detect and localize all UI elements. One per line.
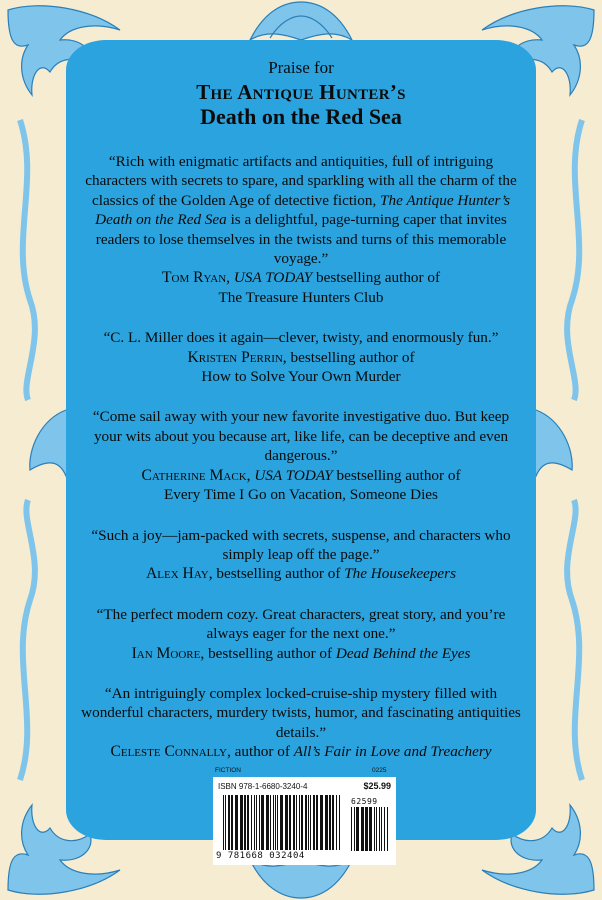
quote-item — [80, 526, 522, 584]
barcode-bar — [254, 795, 255, 850]
barcode-bar — [369, 807, 372, 851]
quote-text: “The perfect modern cozy. Great characters, great story, and you’re always eager for the next one.” — [96, 605, 506, 643]
quotes-list — [80, 152, 522, 762]
barcode-bar — [374, 807, 375, 851]
barcode-bar — [280, 795, 283, 850]
barcode-bar — [379, 807, 380, 851]
barcode-bar — [336, 795, 337, 850]
ean-digits: 9 781668 032404 — [216, 851, 305, 861]
quote-attribution: Tom Ryan, USA TODAY bestselling author of — [161, 269, 441, 287]
barcode-bar — [275, 795, 276, 850]
quote-text: “Such a joy—jam-packed with secrets, suspense, and characters who simply leap off the page.” — [91, 526, 511, 563]
quote-text: “Come sail away with your new favorite investigative duo. But keep your wits about you because art, like life, can be deceptive and even dangerous.” — [92, 408, 510, 465]
quote-item — [80, 684, 522, 762]
barcode-bar — [332, 795, 334, 850]
barcode-bar — [361, 807, 364, 851]
barcode-bar — [266, 795, 269, 850]
isbn-text: ISBN 978-1-6680-3240-4 — [218, 782, 308, 791]
praise-for-label: Praise for — [268, 58, 334, 77]
quote-item — [80, 605, 522, 663]
barcode-bar — [240, 795, 243, 850]
barcode-bar — [289, 795, 291, 850]
barcode-bar — [273, 795, 274, 850]
quote-text: “C. L. Miller does it again—clever, twisty, and enormously fun.” — [103, 329, 499, 347]
barcode-bar — [320, 795, 323, 850]
barcode-bar — [308, 795, 309, 850]
barcode-box — [213, 777, 396, 865]
barcode-bar — [356, 807, 359, 851]
barcode-bar — [296, 795, 297, 850]
barcode-bar — [235, 795, 238, 850]
barcode-bar — [270, 795, 271, 850]
quote-work: The Treasure Hunters Club — [218, 288, 384, 306]
barcode-bar — [223, 795, 224, 850]
top-shell-ornament — [250, 2, 352, 40]
barcode-bar — [285, 795, 288, 850]
barcode-bar — [351, 807, 352, 851]
barcode-bar — [293, 795, 295, 850]
barcode-bar — [301, 795, 303, 850]
quote-attribution: Kristen Perrin, bestselling author of — [187, 348, 415, 366]
barcode-bar — [339, 795, 340, 850]
barcode-bar — [231, 795, 233, 850]
quote-item — [80, 328, 522, 386]
barcode-bar — [376, 807, 377, 851]
quote-text: “Rich with enigmatic artifacts and antiquities, full of intriguing characters with secrets to spare, and sparkling with all the charm of the classics of the Golden Age of detective fiction, The Antique Hunter’s Death on the Red Sea is a delightful, page-turning caper that invites readers to lose themselves in the twists and turns of this memorable voyage.” — [85, 153, 517, 268]
barcode-bar — [316, 795, 318, 850]
quote-item — [80, 407, 522, 504]
barcode-bar — [310, 795, 311, 850]
price-code-label: 0225 — [372, 767, 387, 774]
quote-work: Every Time I Go on Vacation, Someone Dies — [164, 486, 438, 504]
barcode-bar — [299, 795, 300, 850]
quote-attribution: Ian Moore, bestselling author of Dead Behind the Eyes — [131, 644, 471, 662]
quote-text: “An intriguingly complex locked-cruise-ship mystery filled with wonderful characters, murdery twists, humor, and fascinating antiquities details.” — [81, 684, 521, 741]
barcode-bar — [244, 795, 246, 850]
quote-item — [80, 152, 522, 307]
bottom-shell-ornament — [250, 860, 352, 898]
quote-work: How to Solve Your Own Murder — [201, 368, 401, 386]
price-text: $25.99 — [363, 781, 391, 791]
barcode-bar — [251, 795, 252, 850]
quote-attribution: Catherine Mack, USA TODAY bestselling author of — [141, 466, 461, 484]
book-title-line-2: Death on the Red Sea — [200, 104, 402, 129]
barcode-bar — [305, 795, 307, 850]
barcode-bar — [365, 807, 368, 851]
praise-content — [80, 58, 522, 762]
category-label: FICTION — [215, 767, 241, 774]
barcode-bar — [313, 795, 315, 850]
barcode-bar — [387, 807, 388, 851]
barcode-bar — [259, 795, 260, 850]
barcode-bar — [381, 807, 382, 851]
barcode-bar — [256, 795, 257, 850]
barcode-bar — [354, 807, 355, 851]
book-title-line-1: The Antique Hunter’s — [196, 80, 406, 104]
quote-attribution: Alex Hay, bestselling author of The Housekeepers — [146, 565, 456, 583]
barcode-bar — [225, 795, 226, 850]
barcode-bar — [228, 795, 230, 850]
barcode-bar — [384, 807, 385, 851]
barcode-bar — [277, 795, 278, 850]
barcode-bar — [325, 795, 328, 850]
barcode-bar — [329, 795, 331, 850]
barcode-bar — [261, 795, 264, 850]
addon-digits: 62599 — [351, 797, 378, 806]
barcode-bar — [247, 795, 249, 850]
quote-attribution: Celeste Connally, author of All’s Fair in Love and Treachery — [110, 743, 492, 761]
